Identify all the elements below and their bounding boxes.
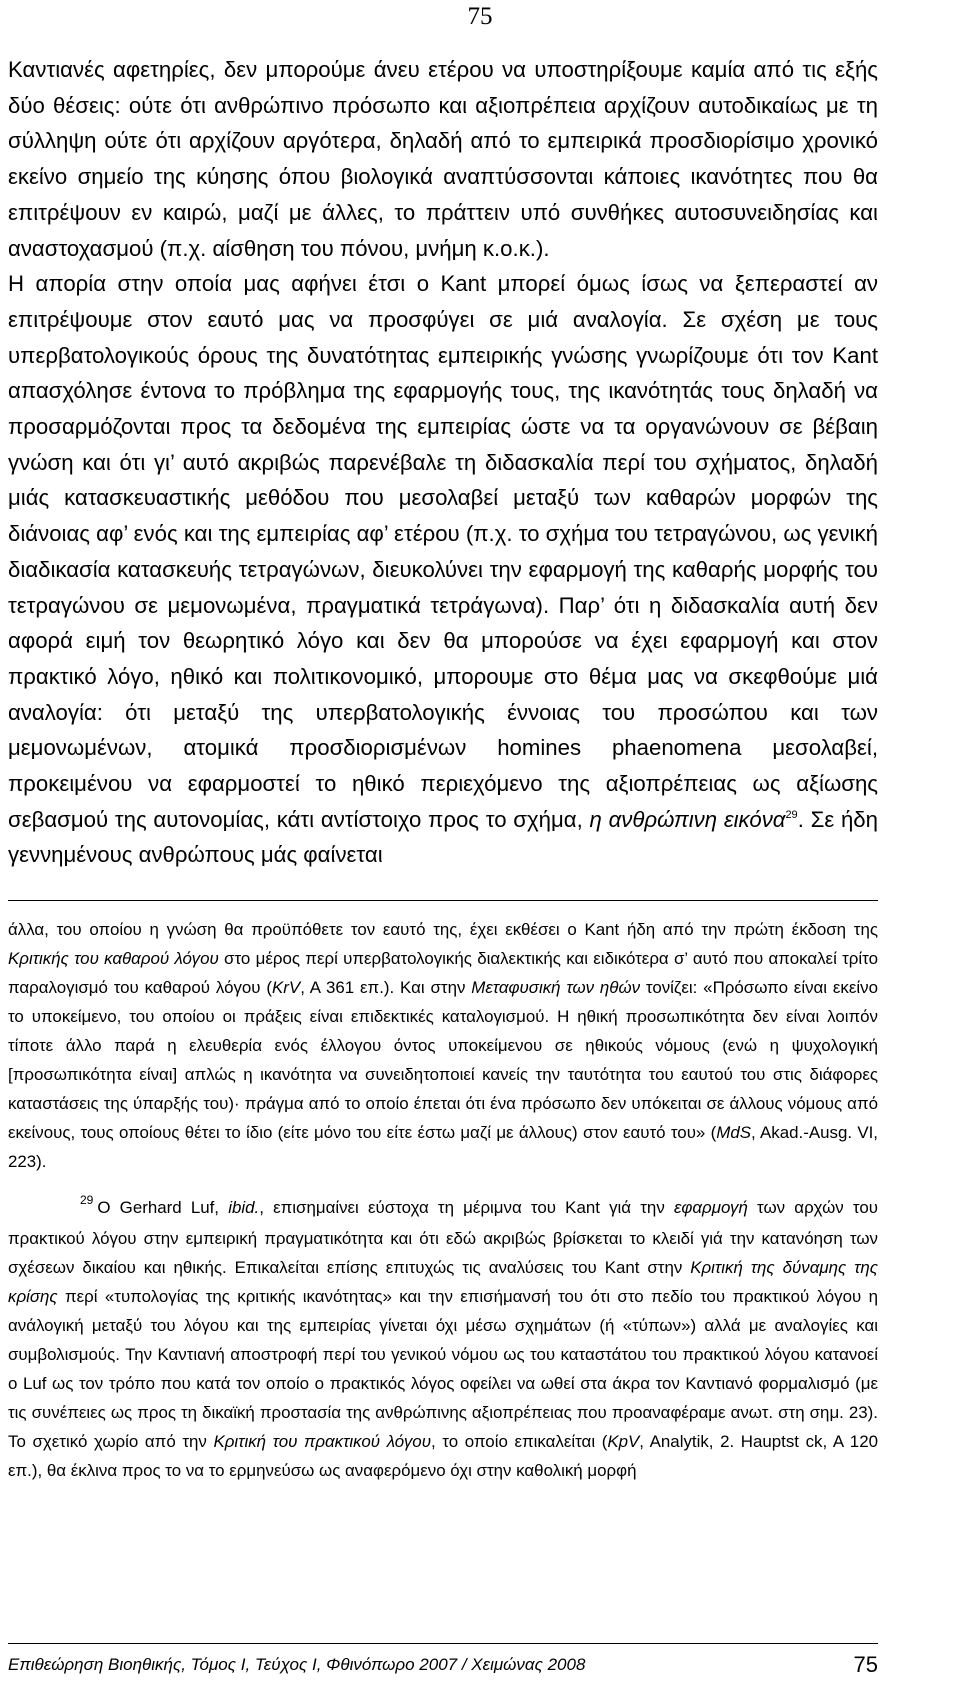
- page-footer: [8, 1652, 878, 1682]
- paragraph-2-tail: . Σε ήδη γεννημένους ανθρώπους μάς φαίνεται: [8, 806, 878, 868]
- paragraph-2: [8, 266, 878, 873]
- main-text: [8, 52, 878, 873]
- footnotes: [8, 915, 878, 1485]
- page-number-top: 75: [467, 3, 493, 30]
- footnote-continuation: άλλα, του οποίου η γνώση θα προϋπόθετε τον εαυτό της, έχει εκθέσει ο Kant ήδη από την πρώτη έκδοση της Κριτικής του καθαρού λόγου στο μέρος περί υπερβατολογικής διαλεκτικής και ειδικότερα σ’ αυτό που αποκαλεί τρίτο παραλογισμό του καθαρού λόγου (KrV, A 361 επ.). Και στην Μεταφυσική των ηθών τονίζει: «Πρόσωπο είναι εκείνο το υποκείμενο, του οποίου οι πράξεις είναι επιδεκτικές καταλογισμού. Η ηθική προσωπικότητα δεν είναι λοιπόν τίποτε άλλο παρά η ελευθερία ενός έλλογου όντος υποκείμενου σε ηθικούς νόμους (ενώ η ψυχολογική [προσωπικότητα είναι] απλώς η ικανότητα να συνειδητοποιεί κανείς την ταυτότητα του εαυτού του στις διάφορες καταστάσεις της ύπαρξής του)· πράγμα από το οποίο έπεται ότι ένα πρόσωπο δεν υπόκειται σε άλλους νόμους από εκείνους, τους οποίους θέτει το ίδιο (είτε μόνο του είτε έστω μαζί με άλλους) στον εαυτό του» (MdS, Akad.-Ausg. VI, 223).: [8, 920, 878, 1171]
- emphasis-human-image: η ανθρώπινη εικόνα: [589, 806, 786, 832]
- footer-separator: [8, 1643, 878, 1644]
- footnote-marker-29: 29: [80, 1193, 94, 1207]
- footnote-ref-29: 29: [785, 808, 798, 821]
- paragraph-2-text: Η απορία στην οποία μας αφήνει έτσι ο Kant μπορεί όμως ίσως να ξεπεραστεί αν επιτρέψουμε στον εαυτό μας να προσφύγει σε μιά αναλογία. Σε σχέση με τους υπερβατολογικούς όρους της δυνατότητας εμπειρικής γνώσης γνωρίζουμε ότι τον Kant απασχόλησε έντονα το πρόβλημα της εφαρμογής τους, της ικανότητάς τους δηλαδή να προσαρμόζονται προς τα δεδομένα της εμπειρίας ώστε να τα οργανώνουν σε βέβαιη γνώση και ότι γι’ αυτό ακριβώς παρενέβαλε τη διδασκαλία περί του σχήματος, δηλαδή μιάς κατασκευαστικής μεθόδου που μεσολαβεί μεταξύ των καθαρών μορφών της διάνοιας αφ’ ενός και της εμπειρίας αφ’ ετέρου (π.χ. το σχήμα του τετραγώνου, ως γενική διαδικασία κατασκευής τετραγώνων, διευκολύνει την εφαρμογή της καθαρής μορφής του τετραγώνου σε μεμονωμένα, πραγματικά τετράγωνα). Παρ’ ότι η διδασκαλία αυτή δεν αφορά ειμή τον θεωρητικό λόγο και δεν θα μπορούσε να έχει εφαρμογή και στον πρακτικό λόγο, ηθικό και πολιτικονομικό, μπορουμε στο θέμα μας να σκεφθούμε μιά αναλογία: ότι μεταξύ της υπερβατολογικής έννοιας του προσώπου και των μεμονωμένων, ατομικά προσδιορισμένων homines phaenomena μεσολαβεί, προκειμένου να εφαρμοστεί το ηθικό περιεχόμενο της αξιοπρέπειας ως αξίωσης σεβασμού της αυτονομίας, κάτι αντίστοιχο προς το σχήμα,: [8, 271, 878, 832]
- paragraph-1: Καντιανές αφετηρίες, δεν μπορούμε άνευ ετέρου να υποστηρίξουμε καμία από τις εξής δύο θέσεις: ούτε ότι ανθρώπινο πρόσωπο και αξιοπρέπεια αρχίζουν αυτοδικαίως με τη σύλληψη ούτε ότι αρχίζουν αργότερα, δηλαδή από το εμπειρικά προσδιορίσιμο χρονικό εκείνο σημείο της κύησης όπου βιολογικά αναπτύσσονται κάποιες ικανότητες που θα επιτρέψουν εν καιρώ, μαζί με άλλες, το πράττειν υπό συνθήκες αυτοσυνειδησίας και αναστοχασμού (π.χ. αίσθηση του πόνου, μνήμη κ.ο.κ.).: [8, 57, 878, 261]
- footnote-29: $^{29}$ Ο Gerhard Luf, ibid., επισημαίνει εύστοχα τη μέριμνα του Kant γιά την εφαρμογή των αρχών του πρακτικού λόγου στην εμπειρική πραγματικότητα και ότι εδώ ακριβώς βρίσκεται το κλειδί γιά την κατανόηση των σχέσεων δικαίου και ηθικής. Επικαλείται επίσης επιτυχώς τις αναλύσεις του Kant στην Κριτική της δύναμης της κρίσης περί «τυπολογίας της κριτικής ικανότητας» και την επισήμανσή του ότι στο πεδίο του πρακτικού λόγου η ανάλογική μεταξύ του λόγου και της εμπειρίας γίνεται όχι μέσω σχημάτων (ή «τύπων») αλλά με αναλογίες και συμβολισμούς. Την Καντιανή αποστροφή περί του γενικού νόμου ως του καταστάτου του πρακτικού λόγου κατανοεί ο Luf ως τον τρόπο που κατά τον οποίο ο πρακτικός λόγος οφείλει να ωθεί στα άκρα τον Καντιανό φορμαλισμό (με τις συνέπειες ως προς τη δικαϊκή προστασία της ανθρώπινης αξιοπρέπειας που προαναφέραμε ανωτ. στη σημ. 23). Το σχετικό χωρίο από την Κριτική του πρακτικού λόγου, το οποίο επικαλείται (KpV, Analytik, 2. Hauptst ck, A 120 επ.), θα έκλινα προς το να το ερμηνεύσω ως αναφερόμενο όχι στην καθολική μορφή: [8, 1193, 878, 1480]
- page-number-bottom: 75: [853, 1652, 878, 1677]
- footnote-separator: [8, 900, 878, 901]
- journal-citation: Επιθεώρηση Βιοηθικής, Τόμος Ι, Τεύχος Ι, Φθινόπωρο 2007 / Χειμώνας 2008: [8, 1655, 586, 1674]
